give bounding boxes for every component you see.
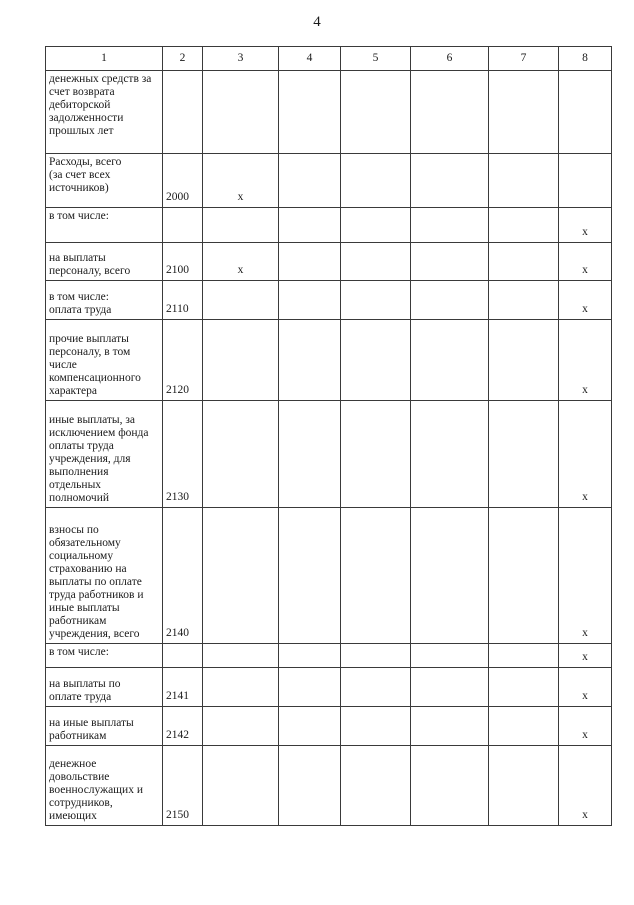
finance-table: [45, 46, 612, 826]
row-code: 2100: [163, 243, 203, 281]
table-row: [46, 243, 612, 281]
table-row: [46, 320, 612, 401]
row-code: [163, 71, 203, 154]
col3-cell: [203, 644, 279, 668]
row-code: 2000: [163, 154, 203, 208]
table-row: [46, 707, 612, 746]
col8-cell: х: [559, 208, 612, 243]
row-label: денежных средств за счет возврата дебиторской задолженности прошлых лет: [46, 71, 163, 154]
col3-cell: [203, 508, 279, 644]
row-label: денежное довольствие военнослужащих и сотрудников, имеющих: [46, 746, 163, 826]
table-row: [46, 644, 612, 668]
col3-cell: [203, 71, 279, 154]
col8-cell: [559, 154, 612, 208]
page-number: 4: [313, 14, 321, 30]
column-header: 5: [341, 47, 411, 71]
col8-cell: х: [559, 644, 612, 668]
col3-cell: [203, 208, 279, 243]
col3-cell: [203, 320, 279, 401]
column-header: 4: [279, 47, 341, 71]
row-code: 2120: [163, 320, 203, 401]
row-label: в том числе:: [46, 208, 163, 243]
column-header: 8: [559, 47, 612, 71]
row-code: 2150: [163, 746, 203, 826]
row-label: прочие выплаты персоналу, в том числе компенсационного характера: [46, 320, 163, 401]
col3-cell: [203, 668, 279, 707]
row-code: [163, 644, 203, 668]
row-code: 2110: [163, 281, 203, 320]
row-label: на иные выплаты работникам: [46, 707, 163, 746]
table-row: [46, 508, 612, 644]
row-label: взносы по обязательному социальному страхованию на выплаты по оплате труда работников и иные выплаты работникам учреждения, всего: [46, 508, 163, 644]
col3-cell: [203, 707, 279, 746]
col8-cell: х: [559, 281, 612, 320]
table-header-row: [46, 47, 612, 71]
col8-cell: х: [559, 401, 612, 508]
row-code: 2130: [163, 401, 203, 508]
table-row: [46, 746, 612, 826]
column-header: 2: [163, 47, 203, 71]
col3-cell: х: [203, 243, 279, 281]
row-code: [163, 208, 203, 243]
table-row: [46, 281, 612, 320]
col8-cell: [559, 71, 612, 154]
column-header: 6: [411, 47, 489, 71]
table-row: [46, 208, 612, 243]
row-label: в том числе: оплата труда: [46, 281, 163, 320]
column-header: 1: [46, 47, 163, 71]
row-code: 2141: [163, 668, 203, 707]
col8-cell: х: [559, 707, 612, 746]
row-code: 2142: [163, 707, 203, 746]
col3-cell: х: [203, 154, 279, 208]
col8-cell: х: [559, 243, 612, 281]
column-header: 7: [489, 47, 559, 71]
col8-cell: х: [559, 320, 612, 401]
col3-cell: [203, 746, 279, 826]
row-label: иные выплаты, за исключением фонда оплаты труда учреждения, для выполнения отдельных полномочий: [46, 401, 163, 508]
col8-cell: х: [559, 746, 612, 826]
row-label: Расходы, всего (за счет всех источников): [46, 154, 163, 208]
col8-cell: х: [559, 668, 612, 707]
row-label: в том числе:: [46, 644, 163, 668]
table-row: [46, 154, 612, 208]
row-code: 2140: [163, 508, 203, 644]
col8-cell: х: [559, 508, 612, 644]
table-row: [46, 71, 612, 154]
col3-cell: [203, 401, 279, 508]
row-label: на выплаты персоналу, всего: [46, 243, 163, 281]
table-row: [46, 668, 612, 707]
col3-cell: [203, 281, 279, 320]
column-header: 3: [203, 47, 279, 71]
table-row: [46, 401, 612, 508]
row-label: на выплаты по оплате труда: [46, 668, 163, 707]
